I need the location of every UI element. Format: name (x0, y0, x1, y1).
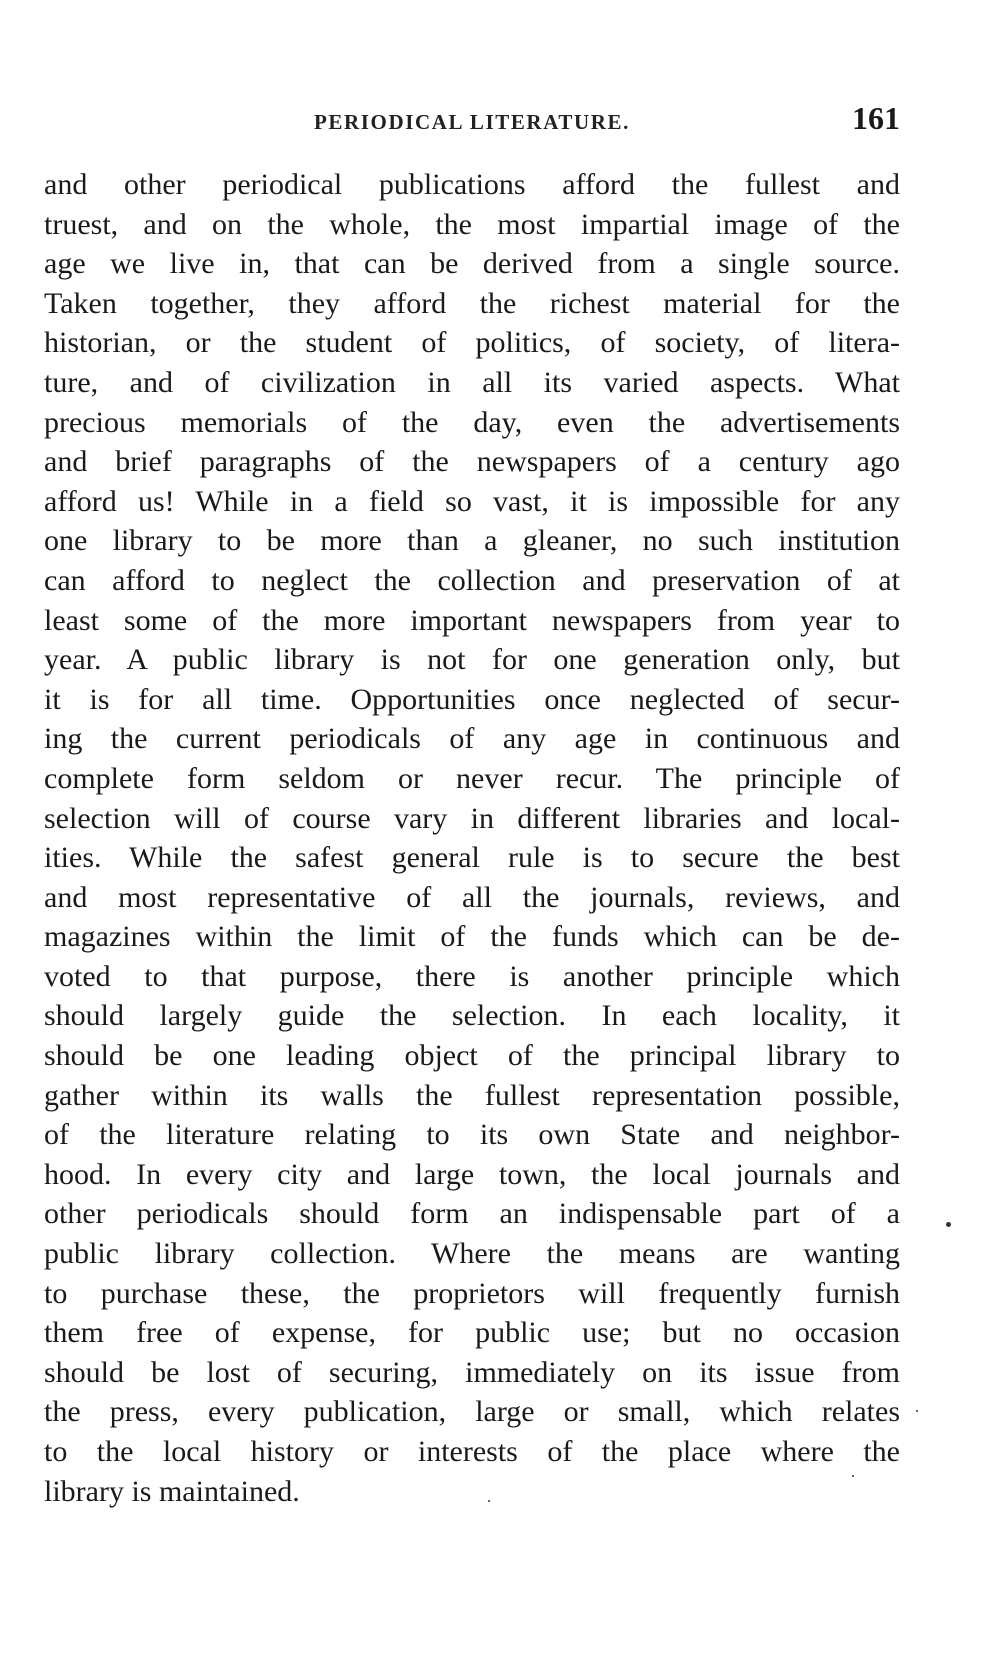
text-line: of the literature relating to its own State and neighbor- (44, 1118, 900, 1152)
text-line: afford us! While in a field so vast, it is impossible for any (44, 484, 900, 518)
running-head (44, 100, 900, 144)
text-line: to the local history or interests of the place where the (44, 1435, 900, 1468)
text-line: least some of the more important newspapers from year to (44, 603, 900, 637)
text-line: them free of expense, for public use; but no occasion (44, 1316, 900, 1350)
text-line: precious memorials of the day, even the advertisements (44, 405, 900, 439)
text-line: historian, or the student of politics, of society, of litera- (44, 326, 900, 360)
text-line: the press, every publication, large or small, which relates (44, 1395, 900, 1429)
page-number: 161 (852, 100, 900, 136)
scan-speck (916, 1410, 918, 1412)
text-line: it is for all time. Opportunities once neglected of secur- (44, 682, 900, 716)
text-line: should largely guide the selection. In each locality, it (44, 999, 900, 1033)
text-line: year. A public library is not for one generation only, but (44, 643, 900, 677)
body-text (44, 165, 900, 1511)
running-title: PERIODICAL LITERATURE. (313, 110, 631, 134)
text-line: can afford to neglect the collection and preservation of at (44, 563, 900, 597)
text-line: hood. In every city and large town, the local journals and (44, 1157, 900, 1191)
text-line: age we live in, that can be derived from a single source. (44, 247, 900, 281)
text-line: public library collection. Where the means are wanting (44, 1237, 900, 1271)
text-line: should be one leading object of the principal library to (44, 1039, 900, 1073)
text-line: should be lost of securing, immediately on its issue from (44, 1355, 900, 1389)
text-line: one library to be more than a gleaner, no such institution (44, 524, 900, 558)
text-line: truest, and on the whole, the most impartial image of the (44, 207, 900, 241)
text-line: magazines within the limit of the funds which can be de- (44, 920, 900, 954)
text-line: selection will of course vary in different libraries and local- (44, 801, 900, 835)
scan-speck (488, 1500, 490, 1502)
text-line: other periodicals should form an indispensable part of a (44, 1197, 900, 1231)
text-line: ture, and of civilization in all its varied aspects. What (44, 365, 900, 399)
text-line: voted to that purpose, there is another principle which (44, 959, 900, 993)
text-line: complete form seldom or never recur. The principle of (44, 761, 900, 795)
text-line: gather within its walls the fullest representation possible, (44, 1078, 900, 1112)
scan-speck (946, 1222, 951, 1227)
text-line: ing the current periodicals of any age in continuous and (44, 722, 900, 756)
text-line: library is maintained. (44, 1474, 300, 1508)
text-line: and other periodical publications afford the fullest and (44, 168, 900, 201)
text-line: and most representative of all the journals, reviews, and (44, 880, 900, 914)
text-line: and brief paragraphs of the newspapers of a century ago (44, 445, 900, 479)
text-line: Taken together, they afford the richest material for the (44, 286, 900, 320)
text-line: to purchase these, the proprietors will frequently furnish (44, 1276, 900, 1310)
scan-speck (852, 1475, 854, 1477)
text-line: ities. While the safest general rule is to secure the best (44, 841, 900, 875)
